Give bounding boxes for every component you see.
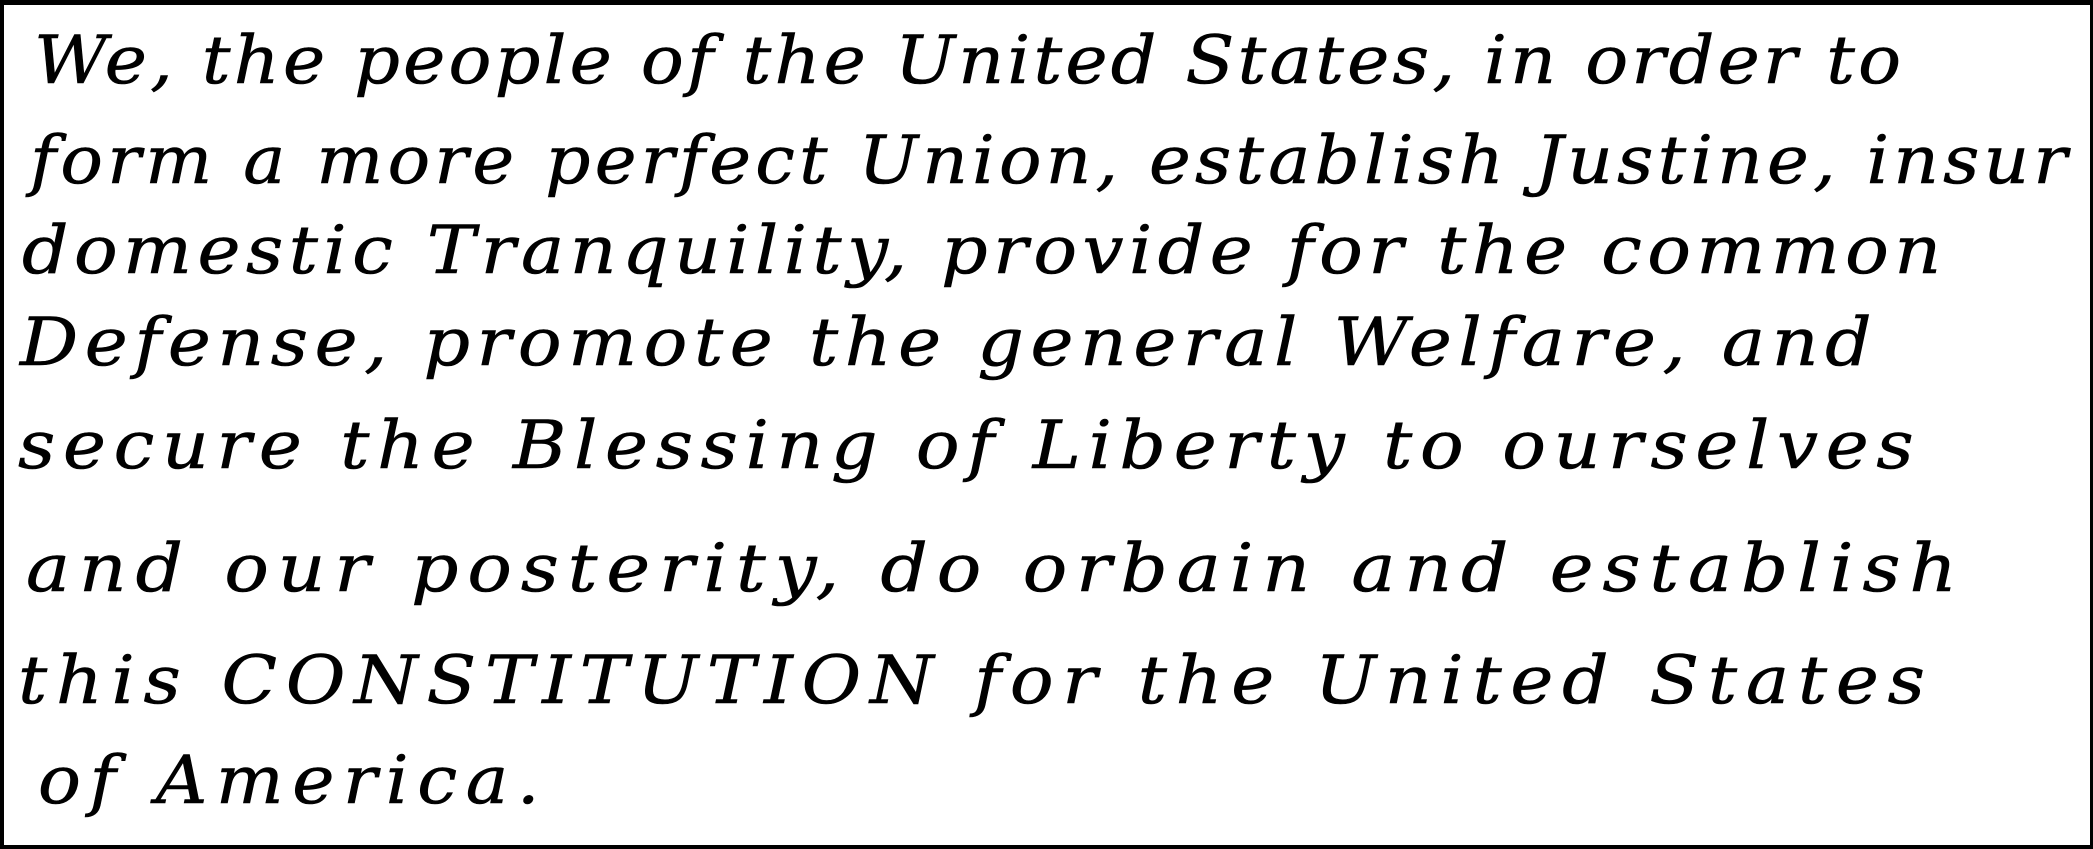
text-line-3: domestic Tranquility, provide for the common	[22, 212, 1947, 289]
text-line-7: this CONSTITUTION for the United States	[18, 642, 1934, 719]
text-line-4: Defense, promote the general Welfare, and	[20, 304, 1879, 381]
text-line-5: secure the Blessing of Liberty to ourselves	[18, 407, 1922, 484]
text-line-2: form a more perfect Union, establish Justine, insur	[30, 122, 2072, 199]
text-line-8: of America.	[38, 742, 549, 819]
text-line-1: We, the people of the United States, in order to	[34, 22, 1905, 99]
text-line-6: and our posterity, do orbain and establish	[26, 530, 1966, 607]
